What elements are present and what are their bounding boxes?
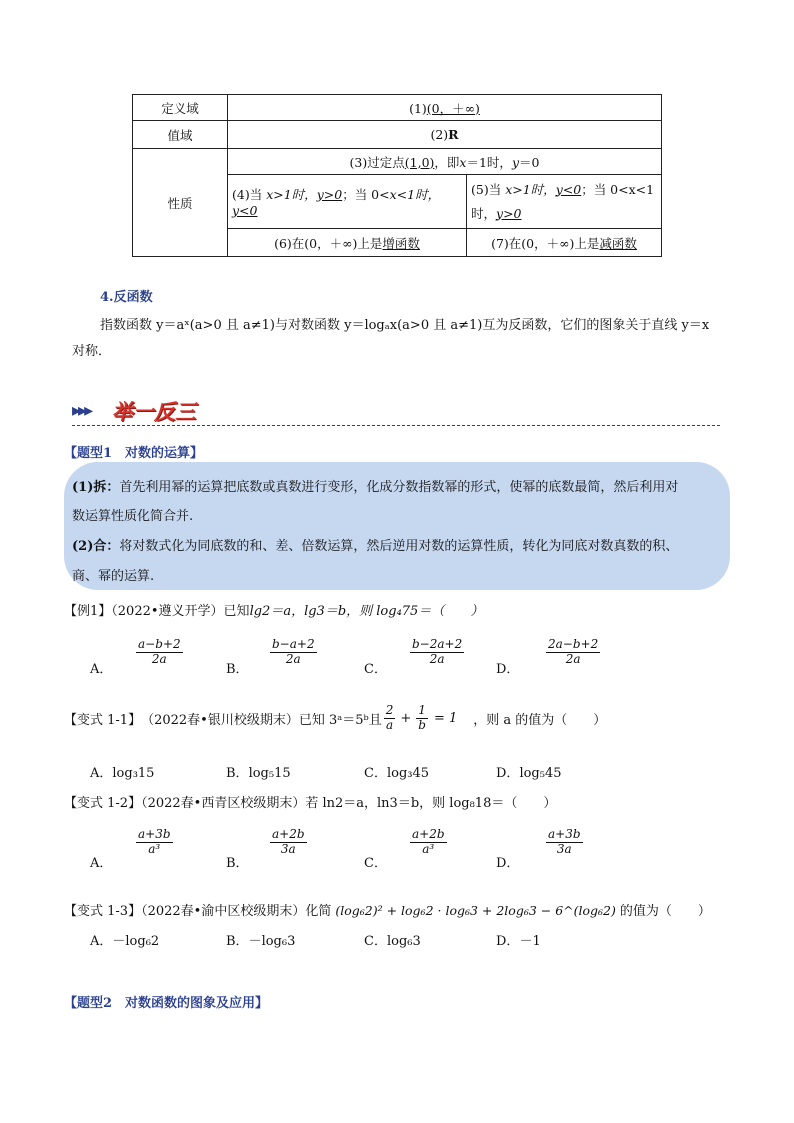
option-text: －1	[519, 934, 541, 949]
property-label: 性质	[133, 149, 228, 257]
variant11-label: 【变式 1-1】	[64, 712, 142, 728]
option-letter: B．	[226, 856, 249, 871]
range-prefix: (2)	[430, 127, 449, 142]
frac-num: 2	[385, 703, 394, 717]
variant12-option-d-frac	[546, 828, 583, 857]
frac-num: a+2b	[272, 827, 305, 841]
variant13-expression: (log₆2)² + log₆2 · log₆3 + 2log₆3 − 6^(log₆2)	[335, 903, 616, 918]
variant11-option-a[interactable]	[90, 762, 154, 781]
variant11-stem-b: ，则 a 的值为（ ）	[473, 712, 607, 728]
variant13-option-d[interactable]	[496, 930, 541, 949]
option-text: log₆3	[386, 934, 421, 949]
variant12-option-c-frac	[410, 828, 447, 857]
frac-den: a³	[422, 841, 435, 856]
variant13-option-b[interactable]	[226, 930, 295, 949]
variant12-label: 【变式 1-2】	[64, 796, 142, 811]
p4-cond2: x<1时，	[389, 187, 441, 202]
tip1-line2: 数运算性质化简合并.	[72, 509, 194, 524]
domain-answer: (0，＋∞)	[426, 100, 480, 116]
variant13-source: （2022春•渝中区校级期末）	[141, 904, 306, 919]
option-text: －log₆3	[248, 934, 296, 949]
option-letter: D．	[496, 662, 520, 677]
tip1-line1	[72, 476, 678, 495]
variant12-option-c[interactable]	[364, 852, 387, 871]
option-letter: B．	[226, 766, 249, 781]
variant11-option-b[interactable]	[226, 762, 291, 781]
example1-stem	[64, 600, 483, 619]
frac-den: 3a	[280, 841, 296, 856]
example1-label: 【例1】	[64, 604, 112, 619]
option-text: log₃45	[386, 766, 430, 781]
section-4-line1: 指数函数 y＝aˣ(a>0 且 a≠1)与对数函数 y＝logₐx(a>0 且 a≠1)互为反函数，它们的图象关于直线 y＝x	[100, 318, 710, 333]
p4b: ；当 0<	[342, 187, 390, 202]
variant12-source: （2022春•西青区校级期末）	[141, 796, 306, 811]
banner-divider	[72, 425, 720, 426]
p7a: (7)在(0，＋∞)上是	[491, 235, 600, 251]
frac-den: a³	[148, 841, 161, 856]
example1-option-b[interactable]	[226, 638, 249, 677]
p4-res2: y<0	[232, 203, 258, 218]
variant12-option-a-frac	[136, 828, 173, 857]
p4-res1: y>0	[316, 187, 343, 202]
variant12-option-d[interactable]	[496, 852, 519, 871]
p6-answer: 增函数	[382, 235, 420, 251]
p5-res2: y>0	[496, 205, 522, 221]
frac-den: 2a	[151, 651, 167, 666]
variant11-frac1	[384, 704, 396, 733]
p3b: ，即	[434, 154, 460, 170]
variant13-option-c[interactable]	[364, 930, 421, 949]
option-text: log₃15	[112, 766, 155, 781]
plus-sign: +	[400, 710, 412, 726]
option-letter: B．	[226, 662, 249, 677]
option-letter: D．	[496, 766, 520, 781]
example1-option-a-frac	[136, 638, 183, 667]
domain-label: 定义域	[133, 95, 228, 121]
p5-res1: y<0	[555, 181, 582, 197]
tip2-line1	[72, 535, 678, 554]
p3d: ＝0	[519, 154, 540, 170]
option-letter: C．	[364, 766, 387, 781]
variant12-stem	[64, 792, 556, 811]
frac-den: a	[385, 717, 394, 732]
option-letter: A．	[90, 766, 113, 781]
p3y: y	[511, 154, 519, 170]
property-3	[228, 149, 662, 175]
example1-option-d-frac	[546, 638, 600, 667]
variant11-option-d[interactable]	[496, 762, 562, 781]
example1-option-b-frac	[270, 638, 317, 667]
option-letter: B．	[226, 934, 249, 949]
example1-stem-b: lg2＝a，lg3＝b，则 log₄75＝（ ）	[249, 604, 484, 619]
variant11-source: （2022春•银川校级期末）	[141, 712, 299, 728]
p3c: ＝1时，	[466, 154, 512, 170]
tip2-label: (2)合：	[72, 539, 120, 554]
variant12-option-b-frac	[270, 828, 307, 857]
frac-num: a−b+2	[138, 637, 181, 651]
variant12-stem-text: 若 ln2＝a，ln3＝b，则 log₈18＝（ ）	[305, 796, 557, 811]
frac-num: b−2a+2	[412, 637, 463, 651]
banner-title: 举一反三	[112, 400, 196, 424]
property-7	[467, 229, 662, 257]
variant13-stem-b: 的值为（ ）	[619, 904, 711, 919]
tip2-line2: 商、幂的运算.	[72, 569, 155, 584]
property-4	[228, 175, 467, 229]
option-text: log₅45	[519, 766, 562, 781]
option-letter: D．	[496, 934, 520, 949]
frac-num: 2a−b+2	[548, 637, 599, 651]
frac-den: 2a	[429, 651, 445, 666]
variant12-option-b[interactable]	[226, 852, 249, 871]
range-value	[228, 121, 662, 149]
p5b: ；当 0<x<1	[581, 181, 655, 197]
frac-num: a+2b	[412, 827, 445, 841]
p4a: (4)当	[232, 187, 263, 202]
variant11-frac2	[416, 704, 428, 733]
option-letter: C．	[364, 856, 387, 871]
example1-option-c[interactable]	[364, 638, 387, 677]
variant13-stem-a: 化简	[305, 904, 332, 919]
frac-num: 1	[418, 703, 426, 717]
variant11-stem	[64, 704, 606, 733]
range-answer: R	[448, 127, 459, 142]
example1-option-c-frac	[410, 638, 464, 667]
option-text: log₅15	[248, 766, 291, 781]
property-5	[467, 175, 662, 229]
p5-cond1: x>1时，	[505, 181, 556, 197]
frac-den: 2a	[285, 651, 301, 666]
frac-den: b	[418, 717, 426, 732]
option-letter: A．	[90, 856, 113, 871]
option-letter: A．	[90, 934, 113, 949]
p4-cond1: x>1时，	[266, 187, 317, 202]
frac-num: a+3b	[138, 827, 171, 841]
banner-arrows-icon: ▸▸▸	[72, 400, 91, 421]
p3x: x	[459, 154, 467, 170]
section-4-title: 4.反函数	[100, 290, 153, 305]
variant11-option-c[interactable]	[364, 762, 429, 781]
variant12-option-a[interactable]	[90, 852, 112, 871]
type1-heading: 【题型1 对数的运算】	[64, 446, 204, 461]
p6a: (6)在(0，＋∞)上是	[274, 235, 383, 251]
example1-option-a[interactable]	[90, 638, 112, 677]
variant11-stem-a: 已知 3ᵃ＝5ᵇ且	[298, 712, 382, 728]
type2-heading: 【题型2 对数函数的图象及应用】	[64, 996, 269, 1011]
frac-den: 3a	[556, 841, 572, 856]
option-letter: A．	[90, 662, 113, 677]
section-4-line2: 对称．	[72, 344, 112, 359]
p3a: (3)过定点	[349, 154, 405, 170]
tip1-label: (1)拆：	[72, 480, 120, 495]
p5c: 时，	[471, 205, 497, 221]
domain-value	[228, 95, 662, 121]
example1-option-d[interactable]	[496, 638, 519, 677]
domain-prefix: (1)	[409, 100, 427, 116]
frac-num: a+3b	[548, 827, 581, 841]
p7-answer: 减函数	[599, 235, 637, 251]
p5a: (5)当	[471, 181, 502, 197]
frac-den: 2a	[565, 651, 581, 666]
equals-one: = 1	[433, 710, 458, 726]
p3-point: (1,0)	[404, 154, 435, 170]
tip1-text: 首先利用幂的运算把底数或真数进行变形，化成分数指数幂的形式，使幂的底数最简，然后利用对	[119, 480, 679, 495]
variant13-label: 【变式 1-3】	[64, 904, 142, 919]
option-letter: D．	[496, 856, 520, 871]
option-letter: C．	[364, 934, 387, 949]
property-6	[228, 229, 467, 257]
range-label: 值域	[133, 121, 228, 149]
option-text: －log₆2	[112, 934, 160, 949]
option-letter: C．	[364, 662, 387, 677]
properties-table	[132, 94, 662, 257]
example1-source: （2022•遵义开学）	[111, 604, 224, 619]
variant13-stem	[64, 900, 711, 919]
tip2-text: 将对数式化为同底数的和、差、倍数运算，然后逆用对数的运算性质，转化为同底对数真数的积、	[119, 539, 679, 554]
example1-stem-a: 已知	[223, 604, 250, 619]
variant13-option-a[interactable]	[90, 930, 159, 949]
frac-num: b−a+2	[272, 637, 315, 651]
banner	[72, 396, 732, 426]
